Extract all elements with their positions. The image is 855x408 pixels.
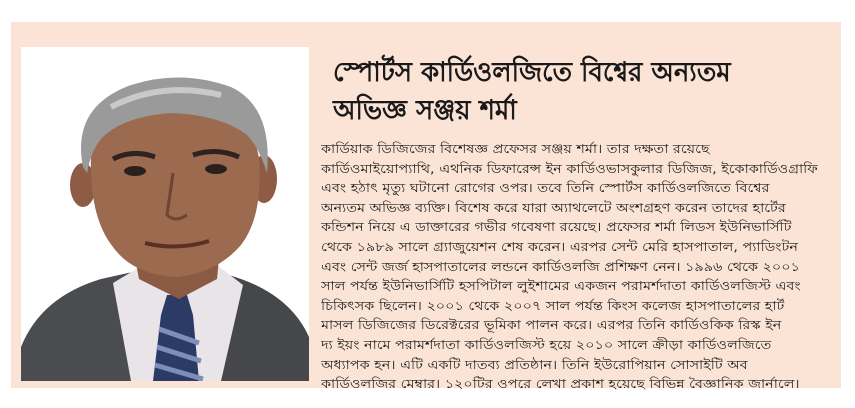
body-line: কার্ডিওমাইয়োপ্যাথি, এথনিক ডিফারেন্স ইন কার্ডিওভাসকুলার ডিজিজ, ইকোকার্ডিওগ্রাফি [321,160,818,176]
article-card [11,22,841,392]
headline-line-2: অভিজ্ঞ সঞ্জয় শর্মা [333,95,517,126]
portrait-photo [21,47,309,381]
article-body [321,139,835,394]
body-line: কার্ডিয়াক ডিজিজের বিশেষজ্ঞ প্রফেসর সঞ্জয় শর্মা। তার দক্ষতা রয়েছে [321,141,710,156]
body-line: কন্ডিশন নিয়ে এ ডাক্তারের গভীর গবেষণা রয়েছে। প্রফেসর শর্মা লিডস ইউনিভার্সিটি [321,219,792,235]
body-line: দ্য ইয়ং নামে পরামর্শদাতা কার্ডিওলজিস্ট হয়ে ২০১০ সালে ক্রীড়া কার্ডিওলজিতে [321,336,772,352]
body-line: সাল পর্যন্ত ইউনিভার্সিটি হসপিটাল লুইশামের একজন পরামর্শদাতা কার্ডিওলজিস্ট এবং [321,278,801,294]
article-headline [333,54,833,130]
headline-line-1: স্পোর্টস কার্ডিওলজিতে বিশ্বের অন্যতম [333,57,731,88]
body-line: মাসল ডিজিজের ডিরেক্টরের ভূমিকা পালন করে। এরপর তিনি কার্ডিওকিক রিস্ক ইন [321,317,782,333]
body-line: এবং হঠাৎ মৃত্যু ঘটানো রোগের ওপর। তবে তিনি স্পোর্টস কার্ডিওলজিতে বিশ্বের [321,180,770,196]
portrait-illustration [21,47,309,381]
body-line: অধ্যাপক হন। এটি একটি দাতব্য প্রতিষ্ঠান। তিনি ইউরোপিয়ান সোসাইটি অব [321,356,748,372]
body-line: এবং সেন্ট জর্জ হাসপাতালের লন্ডনে কার্ডিওলজি প্রশিক্ষণ নেন। ১৯৯৬ থেকে ২০০১ [321,258,800,274]
body-line: থেকে ১৯৮৯ সালে গ্র্যাজুয়েশন শেষ করেন। এরপর সেন্ট মেরি হাসপাতাল, প্যাডিংটন [321,238,798,254]
body-line: কার্ডিওলজির মেম্বার। ১২০টির ওপরে লেখা প্রকাশ হয়েছে বিভিন্ন বৈজ্ঞানিক জার্নালে। [321,376,800,392]
body-line: চিকিৎসক ছিলেন। ২০০১ থেকে ২০০৭ সাল পর্যন্ত কিংস কলেজ হাসপাতালের হার্ট [321,297,785,313]
body-line: অন্যতম অভিজ্ঞ ব্যক্তি। বিশেষ করে যারা অ্যাথলেটে অংশগ্রহণ করেন তাদের হার্টের [321,199,786,215]
